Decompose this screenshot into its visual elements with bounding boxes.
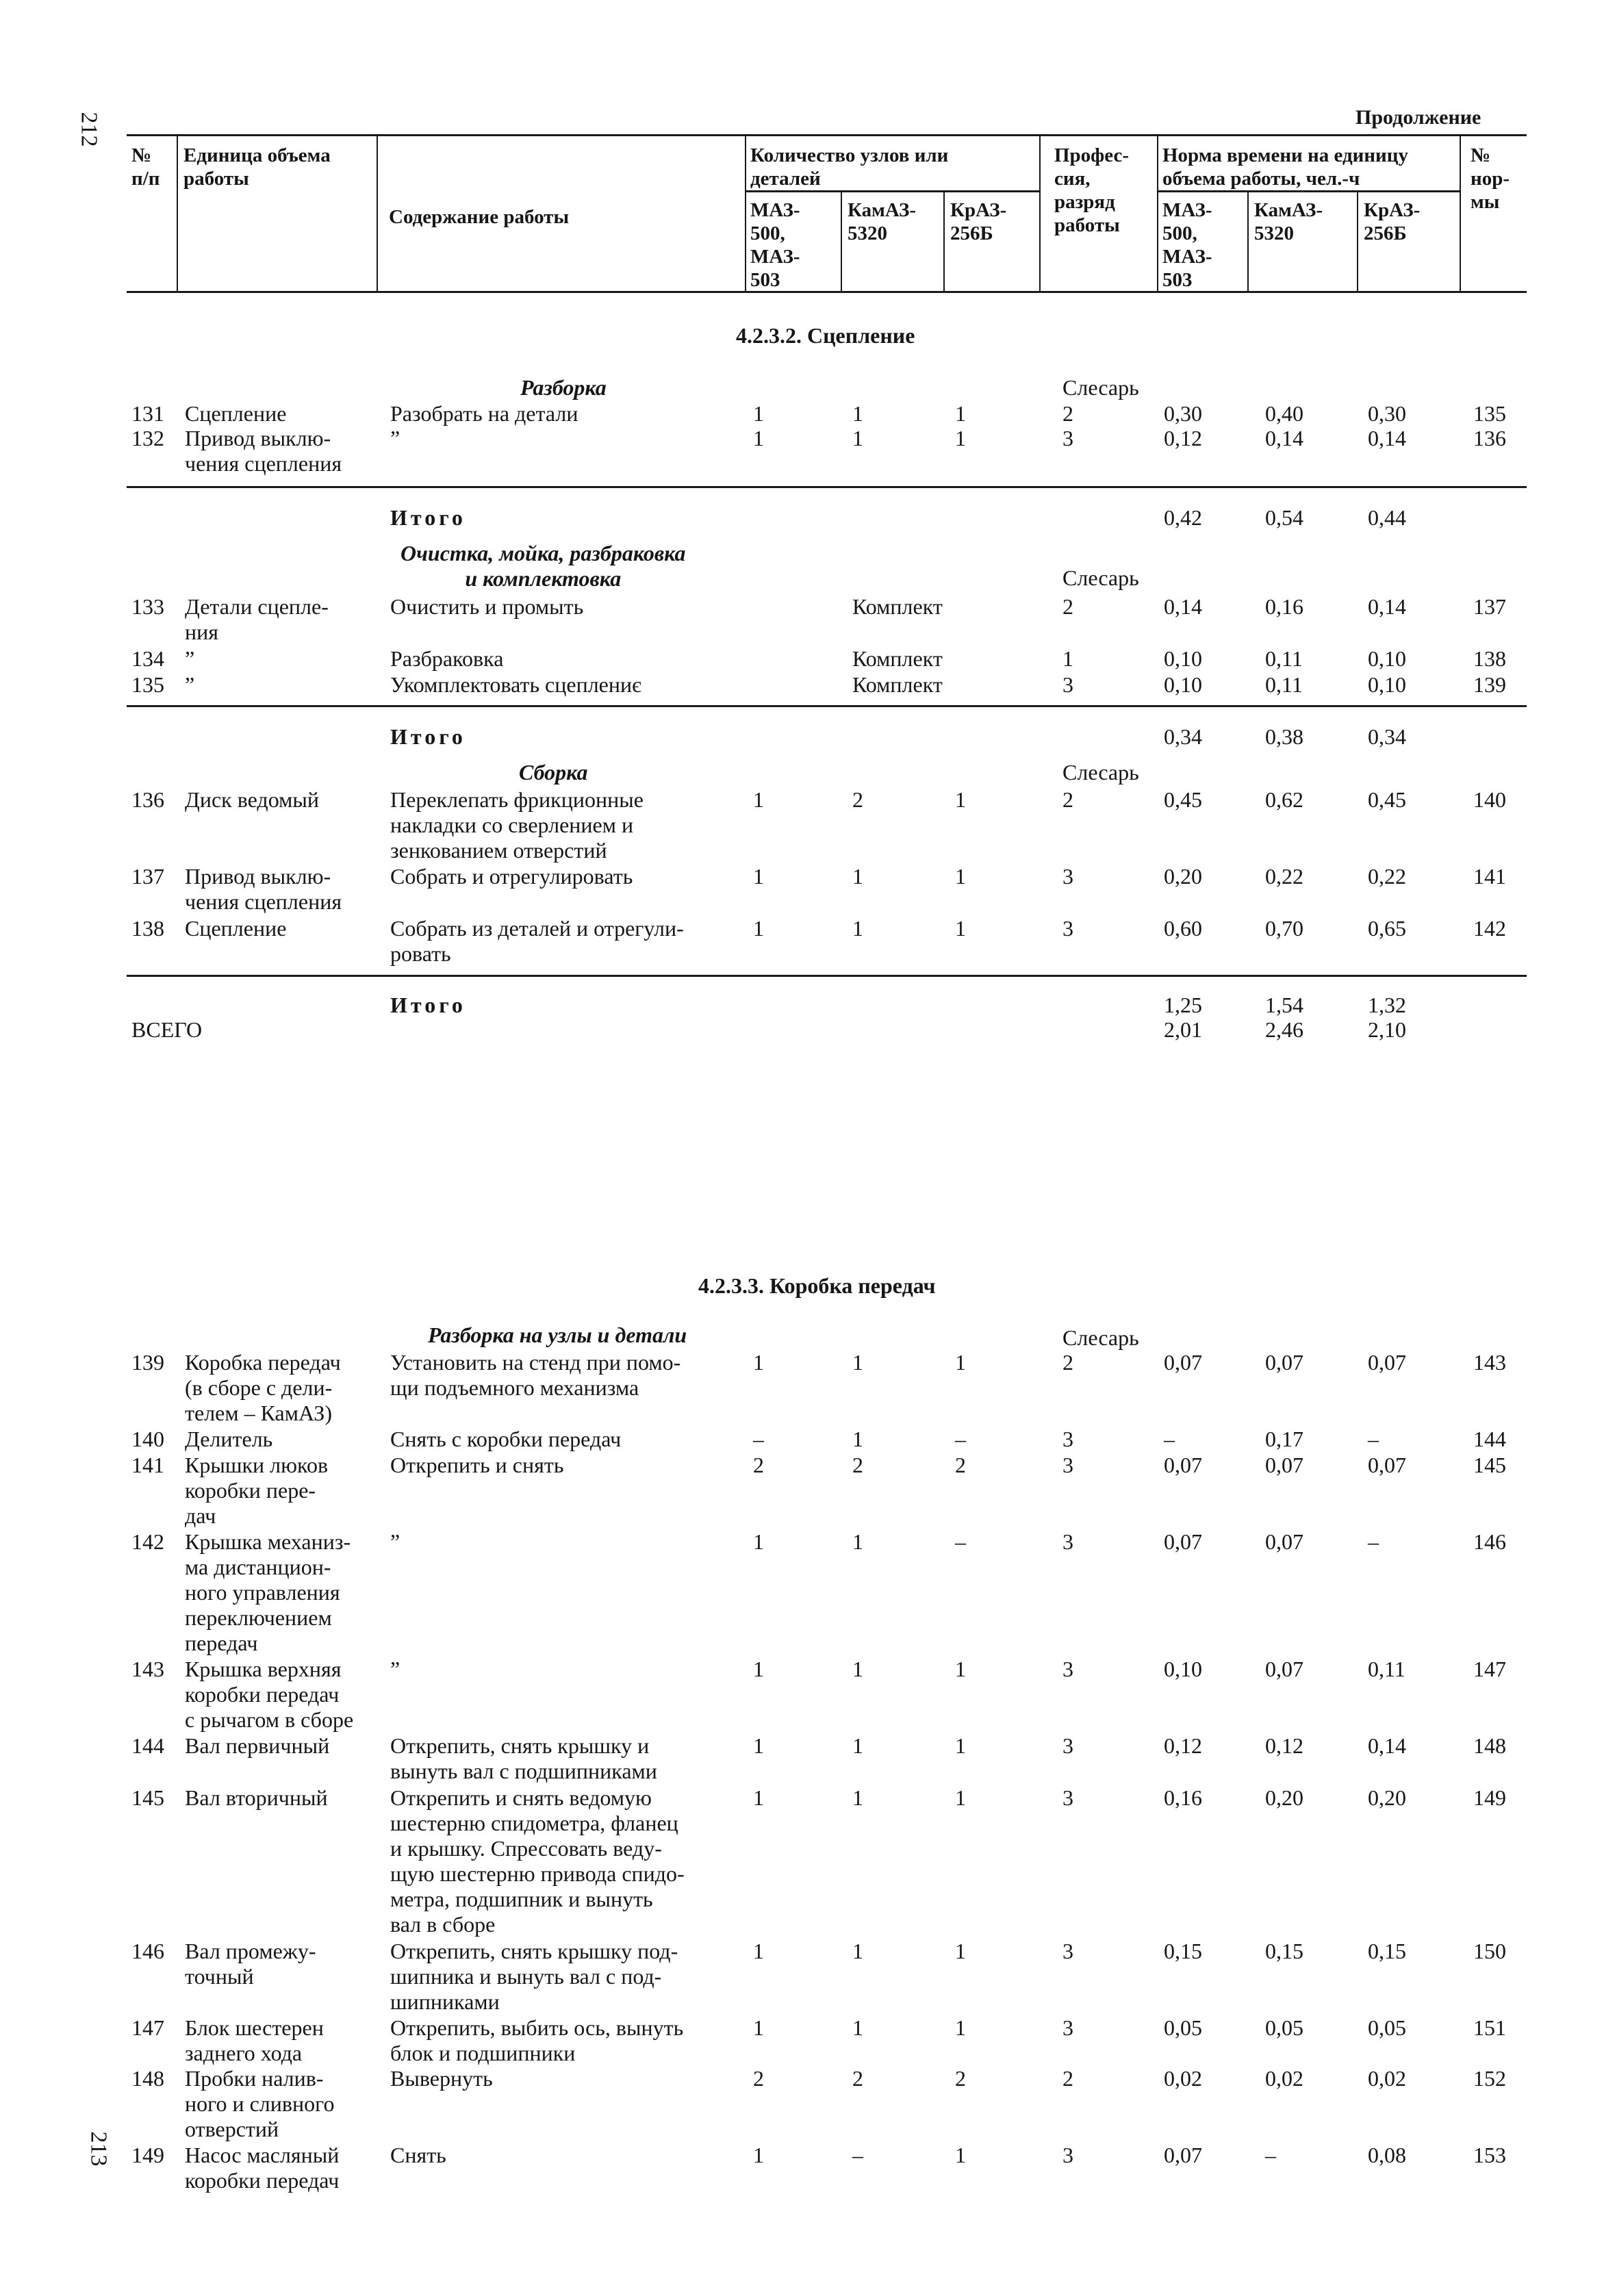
row-time-kamaz: 0,14	[1265, 426, 1303, 450]
row-norm-number: 142	[1473, 916, 1506, 941]
row-time-maz: –	[1164, 1427, 1175, 1451]
header-content: Содержание работы	[389, 206, 570, 228]
grand-total-kamaz: 2,46	[1265, 1017, 1303, 1042]
row-time-kraz: 0,22	[1368, 864, 1406, 889]
group-profession: Слесарь	[1062, 565, 1139, 590]
row-number: 143	[131, 1657, 164, 1681]
row-content: Переклепать фрикционные накладки со сверлением и зенкованием отверстий	[390, 787, 644, 863]
total-maz: 0,42	[1164, 505, 1202, 530]
row-number: 136	[131, 787, 164, 812]
row-time-kamaz: 0,02	[1265, 2066, 1303, 2091]
row-qty-kraz: 1	[955, 916, 966, 941]
row-time-maz: 0,10	[1164, 1657, 1202, 1681]
row-grade: 3	[1062, 672, 1073, 697]
header-divider	[841, 190, 842, 291]
row-unit: Крышка механиз- ма дистанцион- ного управления переключением передач	[185, 1529, 351, 1655]
row-qty-maz: 1	[753, 2015, 764, 2040]
row-qty-maz: 1	[753, 1657, 764, 1681]
row-unit: Коробка передач (в сборе с дели- телем – КамАЗ)	[185, 1350, 341, 1425]
row-qty-maz: 1	[753, 864, 764, 889]
row-content: Снять	[390, 2143, 446, 2167]
row-number: 139	[131, 1350, 164, 1375]
row-time-kraz: 0,14	[1368, 1733, 1406, 1758]
header-normno: № нор- мы	[1470, 144, 1510, 213]
row-unit: Пробки налив- ного и сливного отверстий	[185, 2066, 335, 2141]
row-norm-number: 149	[1473, 1785, 1506, 1810]
header-divider	[1039, 134, 1041, 291]
header-divider	[943, 190, 945, 291]
header-qty-kamaz: КамАЗ- 5320	[848, 199, 917, 244]
row-qty-maz: 1	[753, 787, 764, 812]
row-qty-kraz: 1	[955, 2015, 966, 2040]
row-time-kraz: 0,14	[1368, 426, 1406, 450]
header-qty-kraz: КрАЗ- 256Б	[950, 199, 1007, 244]
row-qty-kraz: 1	[955, 1785, 966, 1810]
row-norm-number: 138	[1473, 646, 1506, 671]
total-kraz: 1,32	[1368, 993, 1406, 1017]
row-qty-kraz: 1	[955, 426, 966, 450]
section-title: 4.2.3.2. Сцепление	[736, 323, 915, 348]
row-time-maz: 0,10	[1164, 646, 1202, 671]
row-time-kamaz: 0,07	[1265, 1529, 1303, 1554]
row-content: Открепить и снять	[390, 1453, 564, 1477]
row-norm-number: 136	[1473, 426, 1506, 450]
row-qty-kamaz: 1	[852, 1427, 863, 1451]
row-content: ”	[390, 1529, 400, 1554]
row-grade: 3	[1062, 1453, 1073, 1477]
group-profession: Слесарь	[1062, 375, 1139, 400]
row-qty-maz: 1	[753, 1939, 764, 1963]
section-title: 4.2.3.3. Коробка передач	[698, 1273, 936, 1298]
row-content: Вывернуть	[390, 2066, 493, 2091]
row-norm-number: 145	[1473, 1453, 1506, 1477]
row-qty-kraz: 1	[955, 1350, 966, 1375]
row-qty: Комплект	[852, 646, 943, 671]
row-qty-kamaz: 2	[852, 787, 863, 812]
total-kamaz: 0,38	[1265, 724, 1303, 749]
total-label: Итого	[390, 505, 466, 530]
group-rule	[127, 705, 1527, 707]
header-norm-kraz: КрАЗ- 256Б	[1364, 199, 1421, 244]
row-time-maz: 0,05	[1164, 2015, 1202, 2040]
row-time-kamaz: –	[1265, 2143, 1276, 2167]
row-time-maz: 0,12	[1164, 426, 1202, 450]
row-qty-kraz: 1	[955, 401, 966, 426]
row-time-maz: 0,02	[1164, 2066, 1202, 2091]
row-number: 145	[131, 1785, 164, 1810]
row-number: 133	[131, 594, 164, 619]
row-qty-kamaz: 1	[852, 1733, 863, 1758]
header-divider	[745, 134, 746, 291]
row-grade: 2	[1062, 787, 1073, 812]
row-qty-kamaz: 1	[852, 1939, 863, 1963]
row-number: 131	[131, 401, 164, 426]
row-qty-kraz: 1	[955, 864, 966, 889]
row-grade: 3	[1062, 1657, 1073, 1681]
header-prof: Профес- сия, разряд работы	[1054, 144, 1130, 236]
header-norm-rule	[1157, 190, 1460, 192]
total-maz: 1,25	[1164, 993, 1202, 1017]
row-time-kraz: –	[1368, 1427, 1379, 1451]
group-profession: Слесарь	[1062, 1325, 1139, 1350]
row-qty-kraz: –	[955, 1529, 966, 1554]
row-content: Разбраковка	[390, 646, 504, 671]
group-title: Разборка	[520, 375, 607, 400]
row-grade: 3	[1062, 426, 1073, 450]
row-qty-maz: 1	[753, 916, 764, 941]
total-kraz: 0,44	[1368, 505, 1406, 530]
row-qty-kamaz: 1	[852, 916, 863, 941]
row-time-maz: 0,07	[1164, 1350, 1202, 1375]
row-qty-maz: 1	[753, 1733, 764, 1758]
row-unit: ”	[185, 672, 195, 697]
row-time-kraz: –	[1368, 1529, 1379, 1554]
row-time-kraz: 0,14	[1368, 594, 1406, 619]
row-time-kraz: 0,02	[1368, 2066, 1406, 2091]
row-content: Снять с коробки передач	[390, 1427, 622, 1451]
row-content: Установить на стенд при помо- щи подъемного механизма	[390, 1350, 681, 1400]
header-divider	[1247, 190, 1249, 291]
row-norm-number: 137	[1473, 594, 1506, 619]
header-divider	[177, 134, 178, 291]
row-content: Собрать из деталей и отрегули- ровать	[390, 916, 684, 966]
row-number: 140	[131, 1427, 164, 1451]
row-content: Открепить, снять крышку под- шипника и вынуть вал с под- шипниками	[390, 1939, 678, 2014]
header-norm: Норма времени на единицу объема работы, чел.-ч	[1162, 144, 1408, 190]
row-time-kamaz: 0,15	[1265, 1939, 1303, 1963]
row-number: 138	[131, 916, 164, 941]
row-grade: 2	[1062, 2066, 1073, 2091]
row-grade: 3	[1062, 1785, 1073, 1810]
row-time-maz: 0,45	[1164, 787, 1202, 812]
group-title: Очистка, мойка, разбраковка и комплектовка	[400, 541, 686, 591]
row-qty-kamaz: 1	[852, 1657, 863, 1681]
row-grade: 3	[1062, 2015, 1073, 2040]
row-time-kraz: 0,11	[1368, 1657, 1405, 1681]
row-norm-number: 141	[1473, 864, 1506, 889]
header-top-rule	[127, 134, 1527, 136]
total-label: Итого	[390, 724, 466, 749]
total-kamaz: 0,54	[1265, 505, 1303, 530]
row-content: Открепить, выбить ось, вынуть блок и подшипники	[390, 2015, 684, 2065]
header-divider	[1460, 134, 1461, 291]
row-time-kamaz: 0,12	[1265, 1733, 1303, 1758]
row-norm-number: 146	[1473, 1529, 1506, 1554]
row-time-kamaz: 0,07	[1265, 1453, 1303, 1477]
row-number: 144	[131, 1733, 164, 1758]
row-qty-kamaz: 1	[852, 1529, 863, 1554]
row-norm-number: 148	[1473, 1733, 1506, 1758]
header-num: № п/п	[131, 144, 160, 190]
page-number-top: 212	[76, 112, 102, 147]
row-qty: Комплект	[852, 594, 943, 619]
row-unit: Диск ведомый	[185, 787, 319, 812]
group-rule	[127, 975, 1527, 977]
group-rule	[127, 486, 1527, 488]
row-norm-number: 151	[1473, 2015, 1506, 2040]
total-kraz: 0,34	[1368, 724, 1406, 749]
header-divider	[1357, 190, 1358, 291]
row-time-kamaz: 0,70	[1265, 916, 1303, 941]
row-qty-maz: 1	[753, 401, 764, 426]
row-time-maz: 0,10	[1164, 672, 1202, 697]
header-unit: Единица объема работы	[183, 144, 331, 190]
row-number: 137	[131, 864, 164, 889]
row-number: 134	[131, 646, 164, 671]
header-norm-maz: МАЗ- 500, МАЗ- 503	[1162, 199, 1212, 291]
row-unit: Блок шестерен заднего хода	[185, 2015, 324, 2065]
row-grade: 3	[1062, 1529, 1073, 1554]
row-norm-number: 135	[1473, 401, 1506, 426]
row-time-kraz: 0,15	[1368, 1939, 1406, 1963]
row-unit: Крышки люков коробки пере- дач	[185, 1453, 329, 1528]
row-time-maz: 0,14	[1164, 594, 1202, 619]
row-content: Собрать и отрегулировать	[390, 864, 633, 889]
row-time-kamaz: 0,20	[1265, 1785, 1303, 1810]
row-time-maz: 0,07	[1164, 1453, 1202, 1477]
row-grade: 2	[1062, 1350, 1073, 1375]
row-number: 141	[131, 1453, 164, 1477]
row-content: Разобрать на детали	[390, 401, 578, 426]
row-qty-maz: 1	[753, 2143, 764, 2167]
row-qty-kamaz: 1	[852, 1785, 863, 1810]
row-number: 132	[131, 426, 164, 450]
row-unit: Сцепление	[185, 916, 287, 941]
group-profession: Слесарь	[1062, 760, 1139, 785]
row-qty-kamaz: 1	[852, 2015, 863, 2040]
row-qty-kamaz: 1	[852, 864, 863, 889]
row-qty-kamaz: 1	[852, 1350, 863, 1375]
row-qty-kraz: 1	[955, 1733, 966, 1758]
row-qty-kamaz: 2	[852, 2066, 863, 2091]
row-unit: Детали сцепле- ния	[185, 594, 329, 644]
row-unit: ”	[185, 646, 195, 671]
row-time-kamaz: 0,16	[1265, 594, 1303, 619]
row-grade: 3	[1062, 916, 1073, 941]
row-grade: 2	[1062, 594, 1073, 619]
row-norm-number: 143	[1473, 1350, 1506, 1375]
row-qty-kamaz: 2	[852, 1453, 863, 1477]
row-grade: 3	[1062, 1427, 1073, 1451]
row-time-kraz: 0,30	[1368, 401, 1406, 426]
row-time-kamaz: 0,62	[1265, 787, 1303, 812]
grand-total-kraz: 2,10	[1368, 1017, 1406, 1042]
group-title: Разборка на узлы и детали	[428, 1323, 687, 1347]
row-time-maz: 0,30	[1164, 401, 1202, 426]
grand-total-maz: 2,01	[1164, 1017, 1202, 1042]
row-qty-kraz: 1	[955, 2143, 966, 2167]
row-qty-kraz: 1	[955, 1657, 966, 1681]
row-number: 147	[131, 2015, 164, 2040]
row-time-maz: 0,07	[1164, 2143, 1202, 2167]
row-time-kraz: 0,07	[1368, 1453, 1406, 1477]
row-qty-kraz: 1	[955, 787, 966, 812]
row-qty-kraz: 2	[955, 1453, 966, 1477]
header-qty-rule	[745, 190, 1039, 192]
row-qty-kamaz: 1	[852, 401, 863, 426]
header-bottom-rule	[127, 291, 1527, 293]
row-norm-number: 144	[1473, 1427, 1506, 1451]
row-grade: 3	[1062, 2143, 1073, 2167]
row-time-kamaz: 0,40	[1265, 401, 1303, 426]
row-unit: Вал вторичный	[185, 1785, 328, 1810]
row-norm-number: 140	[1473, 787, 1506, 812]
row-time-kamaz: 0,05	[1265, 2015, 1303, 2040]
row-number: 135	[131, 672, 164, 697]
row-norm-number: 152	[1473, 2066, 1506, 2091]
header-qty-maz: МАЗ- 500, МАЗ- 503	[750, 199, 800, 291]
row-time-kamaz: 0,07	[1265, 1657, 1303, 1681]
row-time-kamaz: 0,17	[1265, 1427, 1303, 1451]
row-unit: Привод выклю- чения сцепления	[185, 426, 342, 476]
continuation-label: Продолжение	[1355, 106, 1481, 129]
total-maz: 0,34	[1164, 724, 1202, 749]
total-kamaz: 1,54	[1265, 993, 1303, 1017]
row-qty-kraz: 1	[955, 1939, 966, 1963]
row-time-kraz: 0,05	[1368, 2015, 1406, 2040]
row-qty-maz: 1	[753, 426, 764, 450]
row-qty-kraz: –	[955, 1427, 966, 1451]
row-content: ”	[390, 1657, 400, 1681]
row-unit: Сцепление	[185, 401, 287, 426]
row-time-kraz: 0,45	[1368, 787, 1406, 812]
grand-total-label: ВСЕГО	[131, 1017, 203, 1042]
row-time-maz: 0,07	[1164, 1529, 1202, 1554]
row-qty: Комплект	[852, 672, 943, 697]
row-time-kamaz: 0,11	[1265, 646, 1303, 671]
row-content: Укомплектовать сцеплениє	[390, 672, 641, 697]
row-unit: Крышка верхняя коробки передач с рычагом в сборе	[185, 1657, 354, 1732]
row-time-maz: 0,60	[1164, 916, 1202, 941]
row-time-kraz: 0,08	[1368, 2143, 1406, 2167]
row-time-maz: 0,20	[1164, 864, 1202, 889]
row-unit: Вал промежу- точный	[185, 1939, 316, 1989]
page-number-bottom: 213	[86, 2131, 112, 2167]
row-grade: 3	[1062, 1939, 1073, 1963]
header-divider	[377, 134, 378, 291]
group-title: Сборка	[519, 760, 588, 785]
row-time-maz: 0,16	[1164, 1785, 1202, 1810]
row-unit: Насос масляный коробки передач	[185, 2143, 340, 2193]
row-unit: Вал первичный	[185, 1733, 330, 1758]
row-grade: 2	[1062, 401, 1073, 426]
total-label: Итого	[390, 993, 466, 1017]
row-qty-maz: 2	[753, 2066, 764, 2091]
row-norm-number: 139	[1473, 672, 1506, 697]
row-number: 146	[131, 1939, 164, 1963]
row-norm-number: 147	[1473, 1657, 1506, 1681]
row-time-kamaz: 0,22	[1265, 864, 1303, 889]
row-norm-number: 153	[1473, 2143, 1506, 2167]
header-norm-kamaz: КамАЗ- 5320	[1254, 199, 1323, 244]
row-unit: Делитель	[185, 1427, 273, 1451]
row-grade: 3	[1062, 1733, 1073, 1758]
row-number: 148	[131, 2066, 164, 2091]
row-qty-kraz: 2	[955, 2066, 966, 2091]
row-norm-number: 150	[1473, 1939, 1506, 1963]
row-time-kraz: 0,20	[1368, 1785, 1406, 1810]
row-time-maz: 0,12	[1164, 1733, 1202, 1758]
row-time-kraz: 0,10	[1368, 646, 1406, 671]
row-content: Открепить и снять ведомую шестерню спидометра, фланец и крышку. Спрессовать веду- щую шестерню привода спидо- метра, подшипник и вынуть вал в сборе	[390, 1785, 685, 1937]
row-qty-maz: 1	[753, 1529, 764, 1554]
row-time-maz: 0,15	[1164, 1939, 1202, 1963]
row-time-kraz: 0,07	[1368, 1350, 1406, 1375]
row-time-kamaz: 0,11	[1265, 672, 1303, 697]
row-qty-maz: –	[753, 1427, 764, 1451]
row-time-kraz: 0,65	[1368, 916, 1406, 941]
row-content: Очистить и промыть	[390, 594, 584, 619]
row-unit: Привод выклю- чения сцепления	[185, 864, 342, 914]
row-qty-kamaz: –	[852, 2143, 863, 2167]
row-time-kraz: 0,10	[1368, 672, 1406, 697]
header-qty: Количество узлов или деталей	[750, 144, 949, 190]
header-divider	[1157, 134, 1158, 291]
row-grade: 3	[1062, 864, 1073, 889]
row-qty-maz: 1	[753, 1350, 764, 1375]
row-time-kamaz: 0,07	[1265, 1350, 1303, 1375]
row-content: Открепить, снять крышку и вынуть вал с подшипниками	[390, 1733, 657, 1783]
row-grade: 1	[1062, 646, 1073, 671]
row-number: 142	[131, 1529, 164, 1554]
row-qty-kamaz: 1	[852, 426, 863, 450]
row-qty-maz: 2	[753, 1453, 764, 1477]
row-qty-maz: 1	[753, 1785, 764, 1810]
row-content: ”	[390, 426, 400, 450]
row-number: 149	[131, 2143, 164, 2167]
